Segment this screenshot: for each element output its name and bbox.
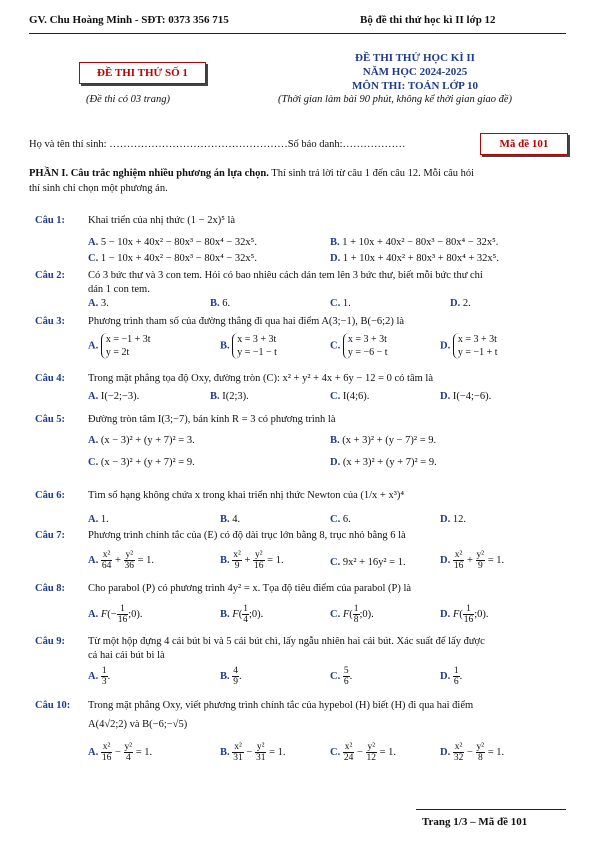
pages-note: (Đề thi có 03 trang) <box>86 94 170 105</box>
q5-option-d: D. (x + 3)² + (y + 7)² = 9. <box>330 457 437 468</box>
q9-text: Từ một hộp đựng 4 cái bút bi và 5 cái bút chì, lấy ngẫu nhiên hai cái bút. Xác suất để lấy được <box>88 636 485 647</box>
q2-text: Có 3 bức thư và 3 con tem. Hỏi có bao nhiêu cách dán tem lên 3 bức thư, biết mỗi bức thư chỉ <box>88 270 483 281</box>
exam-code-box: Mã đề 101 <box>480 133 568 155</box>
q9-option-a: A. $\frac{1}{3}$ . <box>88 666 111 687</box>
q1-option-b: B. 1 + 10x + 40x² − 80x³ − 80x⁴ − 32x⁵. <box>330 237 499 248</box>
q1-option-c: C. 1 − 10x + 40x² − 80x³ − 80x⁴ − 32x⁵. <box>88 253 257 264</box>
q6-option-b: B. 4. <box>220 514 241 525</box>
q8-text: Cho parabol (P) có phương trình 4y² = x. Tọa độ tiêu điểm của parabol (P) là <box>88 583 412 594</box>
q1-option-d: D. 1 + 10x + 40x² + 80x³ + 80x⁴ + 32x⁵. <box>330 253 499 264</box>
q2-label: Câu 2: <box>35 270 66 281</box>
q3-option-c: C. x = 3 + 3t y = −6 − t <box>330 334 388 358</box>
q2-option-d: D. 2. <box>450 298 471 309</box>
q10-option-c: C. $\frac{\text{x²}}{24}$ − $\frac{\text{y²}}{12}$ = 1. <box>330 742 397 763</box>
q7-label: Câu 7: <box>35 530 66 541</box>
q9-label: Câu 9: <box>35 636 66 647</box>
page-footer: Trang 1/3 – Mã đề 101 <box>422 816 528 828</box>
q5-option-c: C. (x − 3)² + (y + 7)² = 9. <box>88 457 195 468</box>
header-author: GV. Chu Hoàng Minh - SĐT: 0373 356 715 <box>29 14 229 26</box>
q9-option-c: C. $\frac{5}{6}$ . <box>330 666 353 687</box>
exam-subject: MÔN THI: TOÁN LỚP 10 <box>352 80 478 92</box>
q10-option-b: B. $\frac{\text{x²}}{31}$ − $\frac{\text{y²}}{31}$ = 1. <box>220 742 286 763</box>
q2-option-b: B. 6. <box>210 298 231 309</box>
q7-option-d: D. $\frac{\text{x²}}{16}$ + $\frac{\text{y²}}{9}$ = 1. <box>440 550 505 571</box>
time-note: (Thời gian làm bài 90 phút, không kể thời gian giao đề) <box>278 94 513 105</box>
exam-number-box: ĐỀ THI THỬ SỐ 1 <box>79 62 206 84</box>
q10-label: Câu 10: <box>35 700 71 711</box>
q2-option-c: C. 1. <box>330 298 351 309</box>
part1-heading-line <box>29 168 474 179</box>
q3-option-b: B. x = 3 + 3t y = −1 − t <box>220 334 277 358</box>
q1-label: Câu 1: <box>35 215 66 226</box>
q8-label: Câu 8: <box>35 583 66 594</box>
q8-option-d: D. F( $\frac{1}{16}$ ;0). <box>440 604 489 625</box>
footer-divider <box>416 809 566 810</box>
q10-option-a: A. $\frac{\text{x²}}{16}$ − $\frac{\text{y²}}{4}$ = 1. <box>88 742 153 763</box>
q1-option-a: A. 5 − 10x + 40x² − 80x³ − 80x⁴ − 32x⁵. <box>88 237 257 248</box>
q5-option-a: A. (x − 3)² + (y + 7)² = 3. <box>88 435 195 446</box>
q8-option-c: C. F( $\frac{1}{8}$ ;0). <box>330 604 374 625</box>
part1-instructions: Thí sinh trả lời từ câu 1 đến câu 12. Mỗi câu hỏi <box>268 168 475 179</box>
q6-option-c: C. 6. <box>330 514 351 525</box>
q9-text-2: cả hai cái bút bi là <box>88 650 165 661</box>
q8-option-a: A. F(− $\frac{1}{16}$ ;0). <box>88 604 143 625</box>
q3-option-a: A. x = −1 + 3t y = 2t <box>88 334 151 358</box>
q7-text: Phương trình chính tắc của (E) có độ dài trục lớn bằng 8, trục nhỏ bằng 6 là <box>88 530 406 541</box>
q6-label: Câu 6: <box>35 490 66 501</box>
q10-option-d: D. $\frac{\text{x²}}{32}$ − $\frac{\text{y²}}{8}$ = 1. <box>440 742 505 763</box>
q4-text: Trong mặt phẳng tọa độ Oxy, đường tròn (C): x² + y² + 4x + 6y − 12 = 0 có tâm là <box>88 373 434 384</box>
part1-heading: PHẦN I. Câu trắc nghiệm nhiều phương án lựa chọn. <box>29 168 269 179</box>
q7-option-c: C. 9x² + 16y² = 1. <box>330 557 406 568</box>
q3-text: Phương trình tham số của đường thẳng đi qua hai điểm A(3;−1), B(−6;2) là <box>88 316 405 327</box>
q6-expression: (1/x + x³)⁴ <box>360 490 405 501</box>
q9-option-d: D. $\frac{1}{6}$ . <box>440 666 463 687</box>
q4-option-c: C. I(4;6). <box>330 391 370 402</box>
q2-option-a: A. 3. <box>88 298 109 309</box>
q2-text-2: dán 1 con tem. <box>88 284 150 295</box>
q6-text-line <box>88 490 404 501</box>
header-collection: Bộ đề thi thử học kì II lớp 12 <box>360 14 496 26</box>
header-divider <box>29 33 566 34</box>
q8-option-b: B. F( $\frac{1}{4}$ ;0). <box>220 604 264 625</box>
q5-option-b: B. (x + 3)² + (y − 7)² = 9. <box>330 435 437 446</box>
candidate-info: Họ và tên thí sinh: ……………………………………………Số báo danh:……………… <box>29 139 406 150</box>
q4-option-a: A. I(−2;−3). <box>88 391 140 402</box>
q4-option-b: B. I(2;3). <box>210 391 249 402</box>
q4-label: Câu 4: <box>35 373 66 384</box>
q10-text-2: A(4√2;2) và B(−6;−√5) <box>88 719 188 730</box>
q1-text: Khai triển của nhị thức (1 − 2x)⁵ là <box>88 215 236 226</box>
q3-option-d: D. x = 3 + 3t y = −1 + t <box>440 334 498 358</box>
q10-text: Trong mặt phẳng Oxy, viết phương trình chính tắc của hypebol (H) biết (H) đi qua hai điểm <box>88 700 474 711</box>
q6-text: Tìm số hạng không chứa x trong khai triển nhị thức Newton của <box>88 490 358 501</box>
q6-option-d: D. 12. <box>440 514 466 525</box>
q5-label: Câu 5: <box>35 414 66 425</box>
q7-option-a: A. $\frac{\text{x²}}{64}$ + $\frac{\text{y²}}{36}$ = 1. <box>88 550 155 571</box>
q6-option-a: A. 1. <box>88 514 109 525</box>
exam-title: ĐỀ THI THỬ HỌC KÌ II <box>355 52 475 64</box>
q5-text: Đường tròn tâm I(3;−7), bán kính R = 3 có phương trình là <box>88 414 336 425</box>
q7-option-b: B. $\frac{\text{x²}}{9}$ + $\frac{\text{y²}}{16}$ = 1. <box>220 550 284 571</box>
part1-instructions-2: thí sinh chỉ chọn một phương án. <box>29 183 168 194</box>
exam-year: NĂM HỌC 2024-2025 <box>362 66 468 78</box>
q9-option-b: B. $\frac{4}{9}$ . <box>220 666 242 687</box>
q4-option-d: D. I(−4;−6). <box>440 391 492 402</box>
q3-label: Câu 3: <box>35 316 66 327</box>
